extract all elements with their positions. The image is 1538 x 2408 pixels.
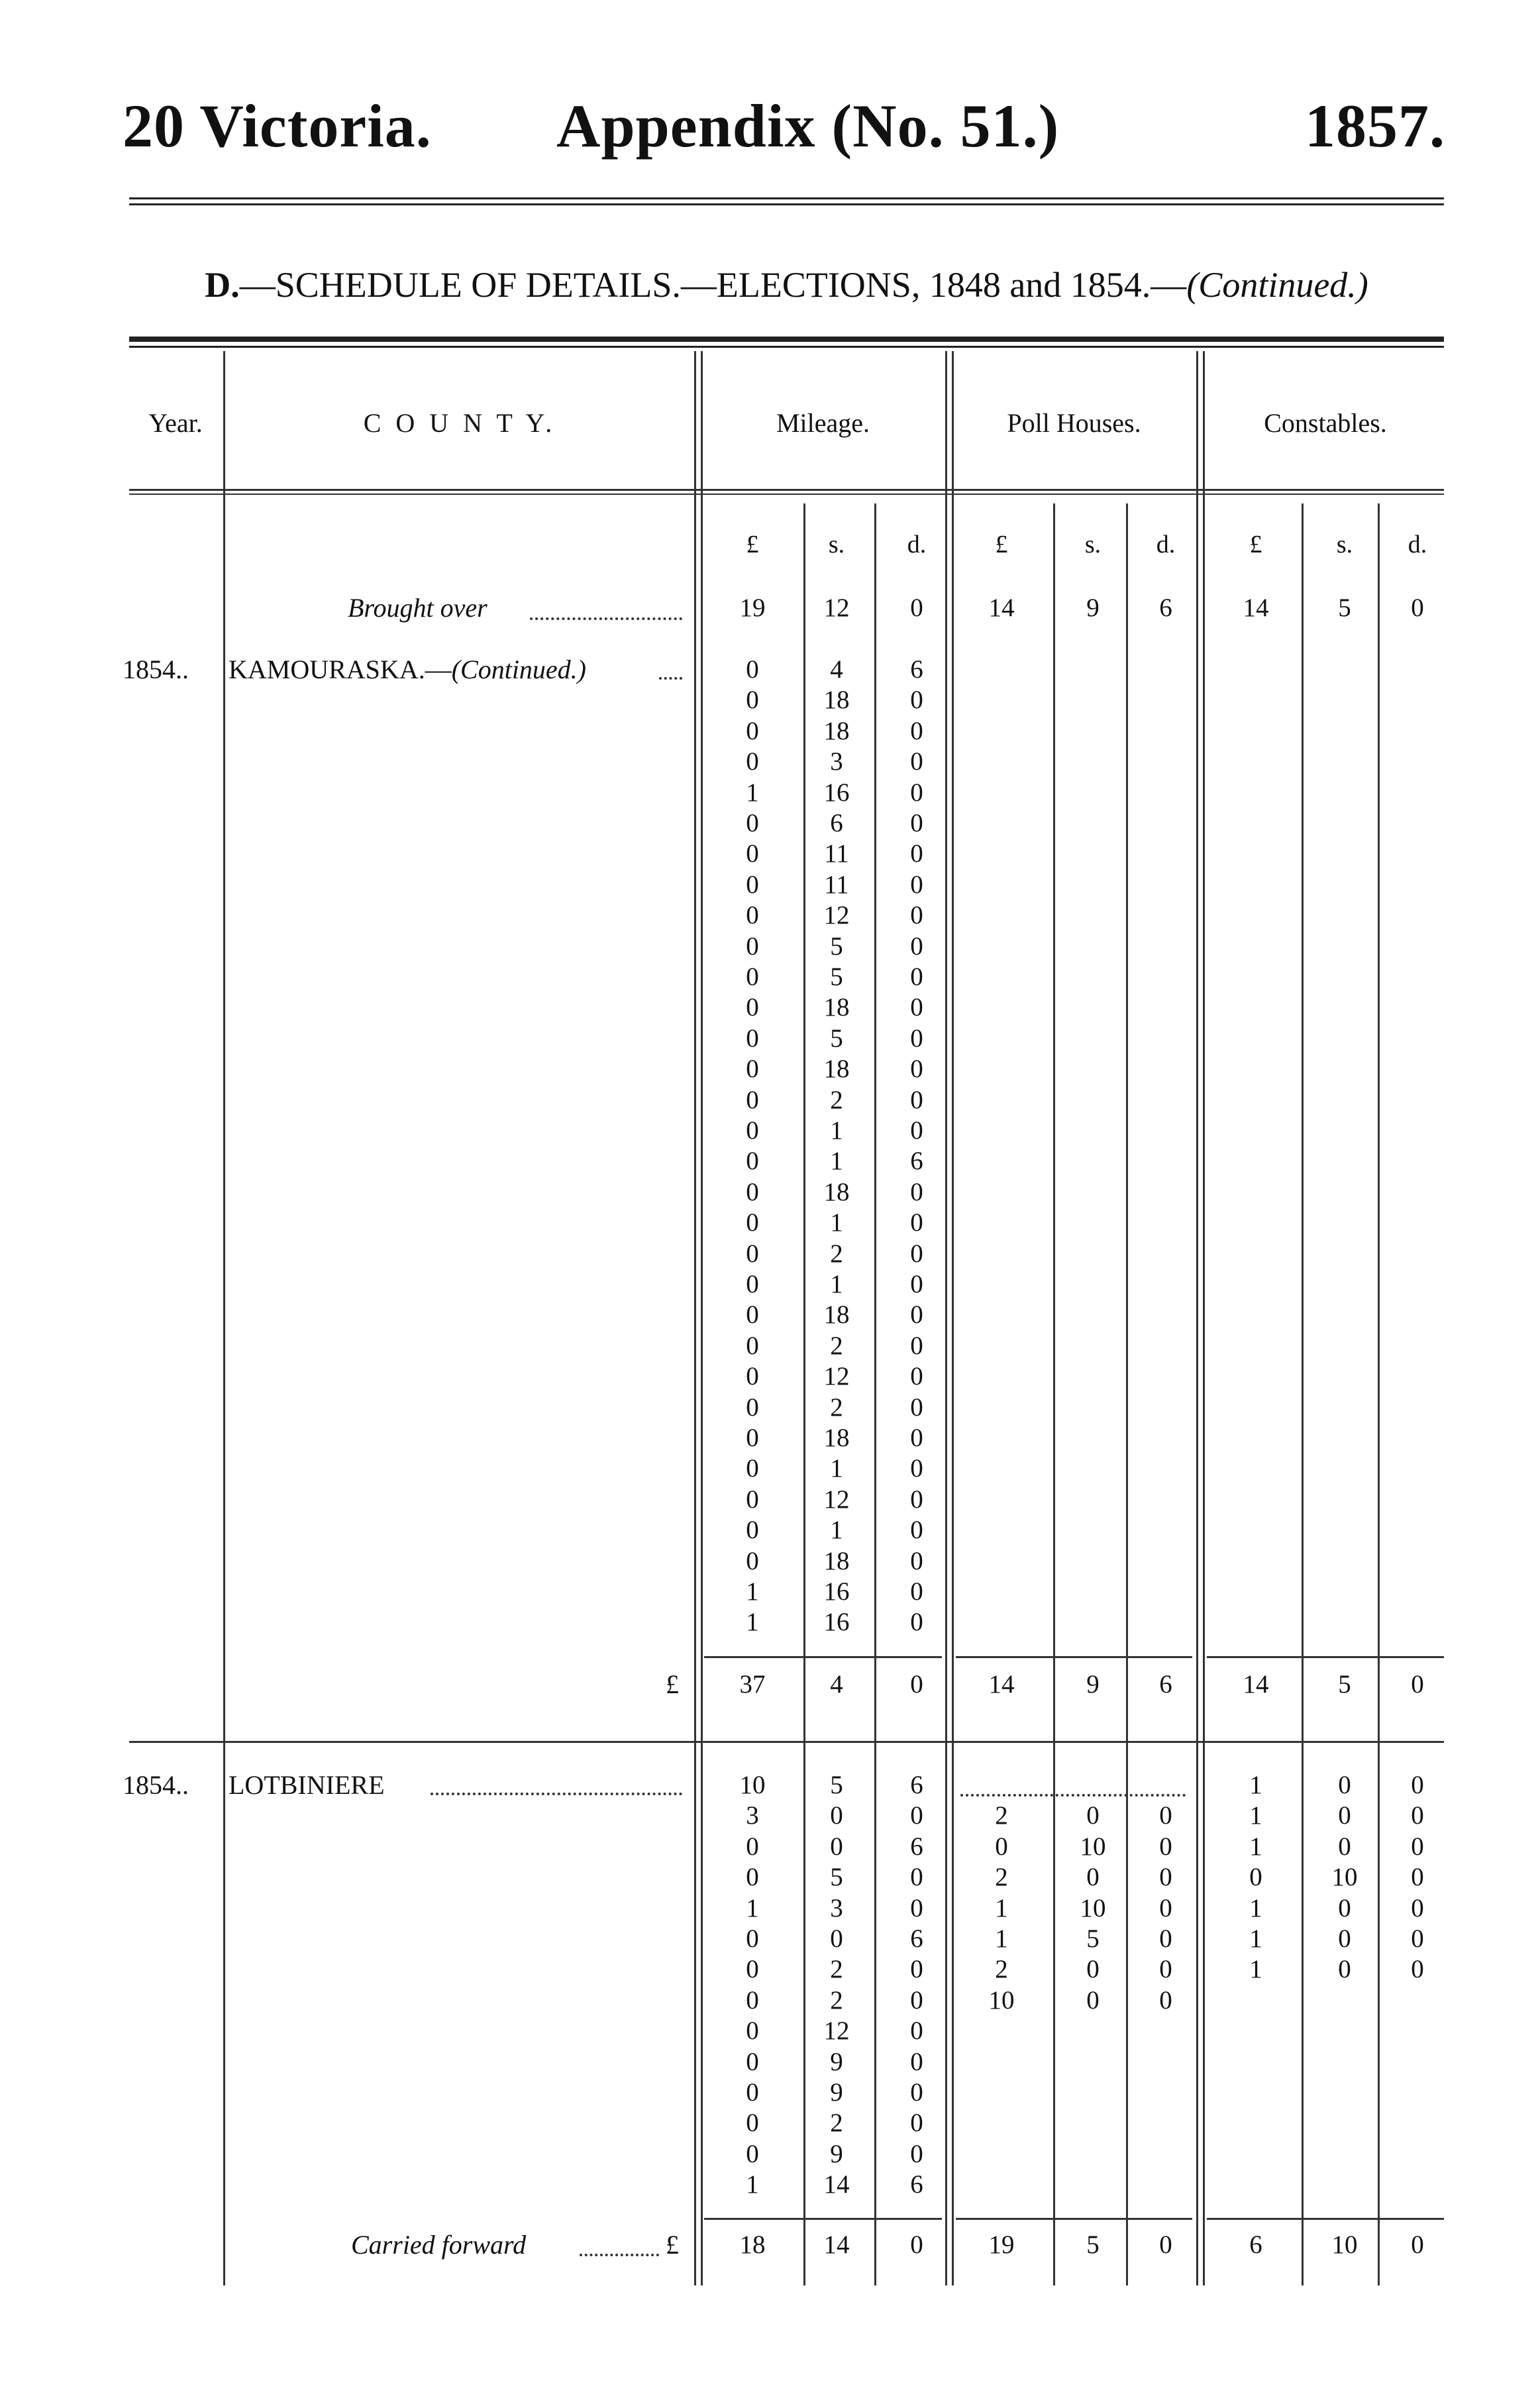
group-header-0: Mileage. (776, 408, 870, 438)
mileage-value-7-0: 0 (746, 870, 759, 899)
mileage-value-13-2: 0 (910, 1055, 923, 1084)
mileage-value-27-2: 0 (910, 1485, 923, 1514)
mileage-value-14-2: 0 (910, 1085, 923, 1114)
poll-house-value-3-0: 1 (995, 1893, 1008, 1922)
unit-1-1: s. (1084, 531, 1102, 558)
mileage-value-3-0: 0 (746, 747, 759, 776)
mileage-value-26-2: 0 (910, 1454, 923, 1483)
brought-over-value-2-2: 0 (1411, 594, 1424, 622)
mileage-value-2-1-2: 0 (910, 1801, 923, 1830)
mileage-value-24-1: 2 (830, 1392, 843, 1422)
section-total-0-0: 37 (739, 1670, 766, 1699)
mileage-value-2-6-0: 0 (746, 1955, 759, 1984)
mileage-value-25-1: 18 (823, 1424, 850, 1452)
mileage-value-2-5-2: 6 (910, 1924, 923, 1953)
poll-house-value-6-1: 0 (1086, 1985, 1100, 2015)
brought-over-label: Brought over (348, 593, 487, 623)
mileage-value-8-2: 0 (910, 901, 923, 930)
constable-value-6-2: 0 (1411, 1955, 1424, 1984)
mileage-value-22-0: 0 (746, 1331, 759, 1360)
constable-value-6-1: 0 (1338, 1955, 1351, 1984)
brought-over-value-0-0: 19 (739, 594, 766, 622)
forward-pound-sign: £ (666, 2230, 679, 2260)
poll-house-value-4-1: 5 (1086, 1924, 1100, 1953)
poll-house-value-1-1: 10 (1080, 1832, 1106, 1861)
mileage-value-12-0: 0 (746, 1023, 759, 1053)
mileage-value-16-2: 6 (910, 1147, 923, 1176)
mileage-value-2-11-2: 0 (910, 2109, 923, 2138)
header-appendix: Appendix (No. 51.) (556, 92, 1060, 160)
constable-value-3-2: 0 (1411, 1863, 1424, 1892)
unit-1-2: d. (1156, 531, 1176, 558)
poll-house-value-4-0: 1 (995, 1924, 1008, 1953)
mileage-value-2-5-1: 0 (830, 1924, 843, 1953)
mileage-value-3-1: 3 (830, 747, 843, 776)
mileage-value-14-1: 2 (830, 1085, 843, 1114)
constable-value-0-0: 1 (1249, 1771, 1262, 1799)
mileage-value-13-0: 0 (746, 1055, 759, 1084)
county-name: KAMOURASKA.— (229, 654, 452, 684)
mileage-value-28-1: 1 (830, 1516, 843, 1545)
mileage-value-2-6-1: 2 (830, 1955, 843, 1984)
poll-house-value-3-1: 10 (1080, 1893, 1106, 1922)
brought-over-leader (530, 617, 682, 620)
year-county-divider (223, 351, 225, 2285)
mileage-value-17-0: 0 (746, 1177, 759, 1206)
mileage-value-2-12-2: 0 (910, 2139, 923, 2168)
subtotal-rule-2 (1207, 1656, 1444, 1658)
poll-house-value-0-2: 0 (1159, 1801, 1172, 1830)
poll-house-value-6-2: 0 (1159, 1985, 1172, 2015)
section-county (229, 654, 586, 685)
mileage-value-16-0: 0 (746, 1147, 759, 1176)
constable-value-4-1: 0 (1338, 1893, 1351, 1922)
mileage-value-27-0: 0 (746, 1485, 759, 1514)
mileage-value-2-6-2: 0 (910, 1955, 923, 1984)
subcolumn-rule-1-1 (1126, 503, 1128, 2285)
carried-forward-value-0-1: 14 (823, 2230, 850, 2259)
schedule-letter: D. (205, 265, 240, 305)
unit-0-1: s. (828, 531, 845, 558)
mileage-value-2-7-0: 0 (746, 1985, 759, 2015)
mileage-value-18-2: 0 (910, 1208, 923, 1237)
mileage-value-2-10-0: 0 (746, 2078, 759, 2107)
mileage-value-17-2: 0 (910, 1177, 923, 1206)
mileage-value-20-2: 0 (910, 1270, 923, 1298)
mileage-value-28-0: 0 (746, 1516, 759, 1545)
poll-house-value-5-2: 0 (1159, 1955, 1172, 1984)
section-total-1-2: 6 (1159, 1670, 1172, 1699)
mileage-value-13-1: 18 (823, 1055, 850, 1084)
mileage-value-11-1: 18 (823, 993, 850, 1022)
mileage-value-5-1: 6 (830, 809, 843, 837)
header-rule-top (129, 197, 1444, 199)
mileage-value-18-1: 1 (830, 1208, 843, 1237)
poll-house-value-0-0: 2 (995, 1801, 1008, 1830)
section-total-2-0: 14 (1243, 1670, 1269, 1699)
brought-over-value-0-1: 12 (823, 594, 850, 622)
section-year: 1854.. (123, 654, 189, 684)
section-separator (129, 1741, 1444, 1743)
unit-0-0: £ (746, 531, 759, 558)
mileage-value-1-0: 0 (746, 686, 759, 715)
mileage-value-3-2: 0 (910, 747, 923, 776)
brought-over-value-2-0: 14 (1243, 594, 1269, 622)
mileage-value-1-2: 0 (910, 686, 923, 715)
carried-forward-value-1-1: 5 (1086, 2230, 1100, 2259)
mileage-value-2-5-0: 0 (746, 1924, 759, 1953)
poll-house-value-3-2: 0 (1159, 1893, 1172, 1922)
constable-value-5-0: 1 (1249, 1924, 1262, 1953)
mileage-value-2-0-0: 10 (739, 1771, 766, 1799)
carried-forward-value-2-0: 6 (1249, 2230, 1262, 2259)
mileage-value-0-0: 0 (746, 655, 759, 684)
mileage-value-14-0: 0 (746, 1085, 759, 1114)
mileage-value-2-9-1: 9 (830, 2047, 843, 2076)
section-total-2-2: 0 (1411, 1670, 1424, 1699)
year-header: Year. (148, 408, 203, 438)
table-rule-thick (129, 337, 1444, 342)
mileage-value-7-2: 0 (910, 870, 923, 899)
mileage-value-21-0: 0 (746, 1300, 759, 1330)
mileage-value-2-3-2: 0 (910, 1863, 923, 1892)
mileage-value-21-2: 0 (910, 1300, 923, 1330)
header-bottom-rule (129, 489, 1444, 491)
section-county-2: LOTBINIERE (229, 1770, 385, 1800)
mileage-value-2-3-0: 0 (746, 1863, 759, 1892)
mileage-value-2-9-0: 0 (746, 2047, 759, 2076)
mileage-value-23-2: 0 (910, 1362, 923, 1391)
mileage-value-20-1: 1 (830, 1270, 843, 1298)
mileage-value-2-11-0: 0 (746, 2109, 759, 2138)
subtotal-rule-1 (956, 1656, 1192, 1658)
mileage-value-2-12-0: 0 (746, 2139, 759, 2168)
group-divider-0-0 (694, 351, 696, 2285)
constable-value-6-0: 1 (1249, 1955, 1262, 1984)
constable-value-4-0: 1 (1249, 1893, 1262, 1922)
mileage-value-2-10-2: 0 (910, 2078, 923, 2107)
constable-value-5-1: 0 (1338, 1924, 1351, 1953)
brought-over-value-0-2: 0 (910, 594, 923, 622)
group-header-1: Poll Houses. (1007, 408, 1141, 438)
mileage-value-6-2: 0 (910, 839, 923, 868)
mileage-value-23-1: 12 (823, 1362, 850, 1391)
mileage-value-28-2: 0 (910, 1516, 923, 1545)
constable-value-4-2: 0 (1411, 1893, 1424, 1922)
mileage-value-8-0: 0 (746, 901, 759, 930)
mileage-value-2-12-1: 9 (830, 2139, 843, 2168)
poll-house-value-5-0: 2 (995, 1955, 1008, 1984)
constable-value-0-2: 0 (1411, 1771, 1424, 1799)
mileage-value-17-1: 18 (823, 1177, 850, 1206)
mileage-value-2-7-2: 0 (910, 1985, 923, 2015)
mileage-value-6-1: 11 (824, 839, 849, 868)
forward-rule-2 (1207, 2218, 1444, 2220)
schedule-title (129, 255, 1444, 315)
mileage-value-2-4-0: 1 (746, 1893, 759, 1922)
group-divider-2-1 (1203, 351, 1205, 2285)
mileage-value-15-2: 0 (910, 1116, 923, 1145)
section-total-1-1: 9 (1086, 1670, 1100, 1699)
carried-forward-value-0-0: 18 (739, 2230, 766, 2259)
constable-value-2-0: 1 (1249, 1832, 1262, 1861)
mileage-value-11-2: 0 (910, 993, 923, 1022)
mileage-value-23-0: 0 (746, 1362, 759, 1391)
mileage-value-9-2: 0 (910, 931, 923, 961)
mileage-value-10-1: 5 (830, 963, 843, 991)
schedule-continued: (Continued.) (1186, 265, 1368, 305)
mileage-value-1-1: 18 (823, 686, 850, 715)
poll-house-value-2-2: 0 (1159, 1863, 1172, 1892)
mileage-value-4-0: 1 (746, 778, 759, 807)
mileage-value-2-11-1: 2 (830, 2109, 843, 2138)
county-leader-2 (431, 1793, 682, 1795)
mileage-value-2-2: 0 (910, 716, 923, 745)
mileage-value-30-1: 16 (823, 1577, 850, 1606)
group-divider-0-1 (701, 351, 703, 2285)
brought-over-value-1-0: 14 (988, 594, 1015, 622)
constable-value-1-2: 0 (1411, 1801, 1424, 1830)
mileage-value-2-1-0: 3 (746, 1801, 759, 1830)
mileage-value-30-2: 0 (910, 1577, 923, 1606)
carried-forward-value-1-0: 19 (988, 2230, 1015, 2259)
mileage-value-10-2: 0 (910, 963, 923, 991)
header-rule-bottom (129, 203, 1444, 205)
mileage-value-9-1: 5 (830, 931, 843, 961)
mileage-value-5-0: 0 (746, 809, 759, 837)
mileage-value-4-1: 16 (823, 778, 850, 807)
brought-over-value-2-1: 5 (1338, 594, 1351, 622)
mileage-value-29-1: 18 (823, 1546, 850, 1575)
poll-house-value-0-1: 0 (1086, 1801, 1100, 1830)
mileage-value-29-2: 0 (910, 1546, 923, 1575)
mileage-value-29-0: 0 (746, 1546, 759, 1575)
brought-over-value-1-2: 6 (1159, 594, 1172, 622)
mileage-value-2-10-1: 9 (830, 2078, 843, 2107)
mileage-value-4-2: 0 (910, 778, 923, 807)
total-pound-sign: £ (666, 1669, 679, 1699)
mileage-value-10-0: 0 (746, 963, 759, 991)
mileage-value-19-2: 0 (910, 1239, 923, 1268)
section-total-0-1: 4 (830, 1670, 843, 1699)
section-total-2-1: 5 (1338, 1670, 1351, 1699)
poll-house-value-4-2: 0 (1159, 1924, 1172, 1953)
mileage-value-2-13-1: 14 (823, 2170, 850, 2199)
mileage-value-22-2: 0 (910, 1331, 923, 1360)
poll-house-value-2-1: 0 (1086, 1863, 1100, 1892)
mileage-value-31-1: 16 (823, 1608, 850, 1637)
table-rule-thin (129, 346, 1444, 348)
mileage-value-30-0: 1 (746, 1577, 759, 1606)
mileage-value-31-2: 0 (910, 1608, 923, 1637)
constable-value-3-1: 10 (1331, 1863, 1358, 1892)
mileage-value-2-13-0: 1 (746, 2170, 759, 2199)
mileage-value-25-2: 0 (910, 1424, 923, 1452)
unit-0-2: d. (907, 531, 927, 558)
constable-value-1-1: 0 (1338, 1801, 1351, 1830)
section-total-1-0: 14 (988, 1670, 1015, 1699)
mileage-value-21-1: 18 (823, 1300, 850, 1330)
mileage-value-22-1: 2 (830, 1331, 843, 1360)
county-header: C O U N T Y. (363, 408, 556, 438)
mileage-value-12-1: 5 (830, 1023, 843, 1053)
section-total-0-2: 0 (910, 1670, 923, 1699)
mileage-value-24-2: 0 (910, 1392, 923, 1422)
mileage-value-2-13-2: 6 (910, 2170, 923, 2199)
subtotal-rule-0 (704, 1656, 942, 1658)
mileage-value-26-1: 1 (830, 1454, 843, 1483)
group-header-2: Constables. (1264, 408, 1387, 438)
mileage-value-20-0: 0 (746, 1270, 759, 1298)
forward-rule-1 (956, 2218, 1192, 2220)
mileage-value-9-0: 0 (746, 931, 759, 961)
mileage-value-2-1-1: 0 (830, 1801, 843, 1830)
mileage-value-15-1: 1 (830, 1116, 843, 1145)
mileage-value-31-0: 1 (746, 1608, 759, 1637)
section-year-2: 1854.. (123, 1770, 189, 1800)
unit-1-0: £ (995, 531, 1008, 558)
mileage-value-19-0: 0 (746, 1239, 759, 1268)
schedule-heading: —SCHEDULE OF DETAILS.—ELECTIONS, 1848 and 1854.— (239, 265, 1187, 305)
mileage-value-24-0: 0 (746, 1392, 759, 1422)
mileage-value-2-7-1: 2 (830, 1985, 843, 2015)
poll-house-value-2-0: 2 (995, 1863, 1008, 1892)
forward-rule-0 (704, 2218, 942, 2220)
poll-house-value-6-0: 10 (988, 1985, 1015, 2015)
mileage-value-0-1: 4 (830, 655, 843, 684)
mileage-value-8-1: 12 (823, 901, 850, 930)
mileage-value-2-4-1: 3 (830, 1893, 843, 1922)
mileage-value-2-9-2: 0 (910, 2047, 923, 2076)
unit-2-1: s. (1336, 531, 1353, 558)
header-year: 1857. (1305, 92, 1445, 160)
carried-forward-value-0-2: 0 (910, 2230, 923, 2259)
constable-value-0-1: 0 (1338, 1771, 1351, 1799)
mileage-value-2-8-1: 12 (823, 2016, 850, 2046)
mileage-value-2-0-1: 5 (830, 1771, 843, 1799)
subcolumn-rule-1-0 (1053, 503, 1055, 2285)
mileage-value-5-2: 0 (910, 809, 923, 837)
subcolumn-rule-2-1 (1378, 503, 1380, 2285)
group-divider-1-1 (952, 351, 954, 2285)
poll-house-value-1-2: 0 (1159, 1832, 1172, 1861)
mileage-value-2-2-0: 0 (746, 1832, 759, 1861)
county-leader (659, 677, 682, 680)
constable-value-3-0: 0 (1249, 1863, 1262, 1892)
mileage-value-2-0: 0 (746, 716, 759, 745)
mileage-value-2-0-2: 6 (910, 1771, 923, 1799)
constable-value-1-0: 1 (1249, 1801, 1262, 1830)
mileage-value-27-1: 12 (823, 1485, 850, 1514)
carried-forward-value-1-2: 0 (1159, 2230, 1172, 2259)
carried-forward-value-2-1: 10 (1331, 2230, 1358, 2259)
unit-2-2: d. (1408, 531, 1427, 558)
mileage-value-2-1: 18 (823, 716, 850, 745)
poll-houses-leader (960, 1794, 1186, 1797)
poll-house-value-5-1: 0 (1086, 1955, 1100, 1984)
carried-forward-label: Carried forward (351, 2230, 527, 2260)
mileage-value-2-8-2: 0 (910, 2016, 923, 2046)
mileage-value-2-2-2: 6 (910, 1832, 923, 1861)
mileage-value-2-8-0: 0 (746, 2016, 759, 2046)
header-session: 20 Victoria. (123, 92, 432, 160)
mileage-value-2-3-1: 5 (830, 1863, 843, 1892)
brought-over-value-1-1: 9 (1086, 594, 1100, 622)
carried-forward-leader (580, 2254, 659, 2256)
subcolumn-rule-0-1 (874, 503, 876, 2285)
carried-forward-value-2-2: 0 (1411, 2230, 1424, 2259)
constable-value-5-2: 0 (1411, 1924, 1424, 1953)
constable-value-2-2: 0 (1411, 1832, 1424, 1861)
mileage-value-19-1: 2 (830, 1239, 843, 1268)
poll-house-value-1-0: 0 (995, 1832, 1008, 1861)
mileage-value-6-0: 0 (746, 839, 759, 868)
header-bottom-rule-2 (129, 494, 1444, 495)
mileage-value-11-0: 0 (746, 993, 759, 1022)
mileage-value-2-2-1: 0 (830, 1832, 843, 1861)
constable-value-2-1: 0 (1338, 1832, 1351, 1861)
subcolumn-rule-2-0 (1302, 503, 1304, 2285)
mileage-value-18-0: 0 (746, 1208, 759, 1237)
mileage-value-0-2: 6 (910, 655, 923, 684)
county-suffix: (Continued.) (451, 654, 587, 684)
mileage-value-25-0: 0 (746, 1424, 759, 1452)
mileage-value-2-4-2: 0 (910, 1893, 923, 1922)
mileage-value-12-2: 0 (910, 1023, 923, 1053)
mileage-value-16-1: 1 (830, 1147, 843, 1176)
mileage-value-15-0: 0 (746, 1116, 759, 1145)
unit-2-0: £ (1249, 531, 1262, 558)
mileage-value-26-0: 0 (746, 1454, 759, 1483)
mileage-value-7-1: 11 (824, 870, 849, 899)
